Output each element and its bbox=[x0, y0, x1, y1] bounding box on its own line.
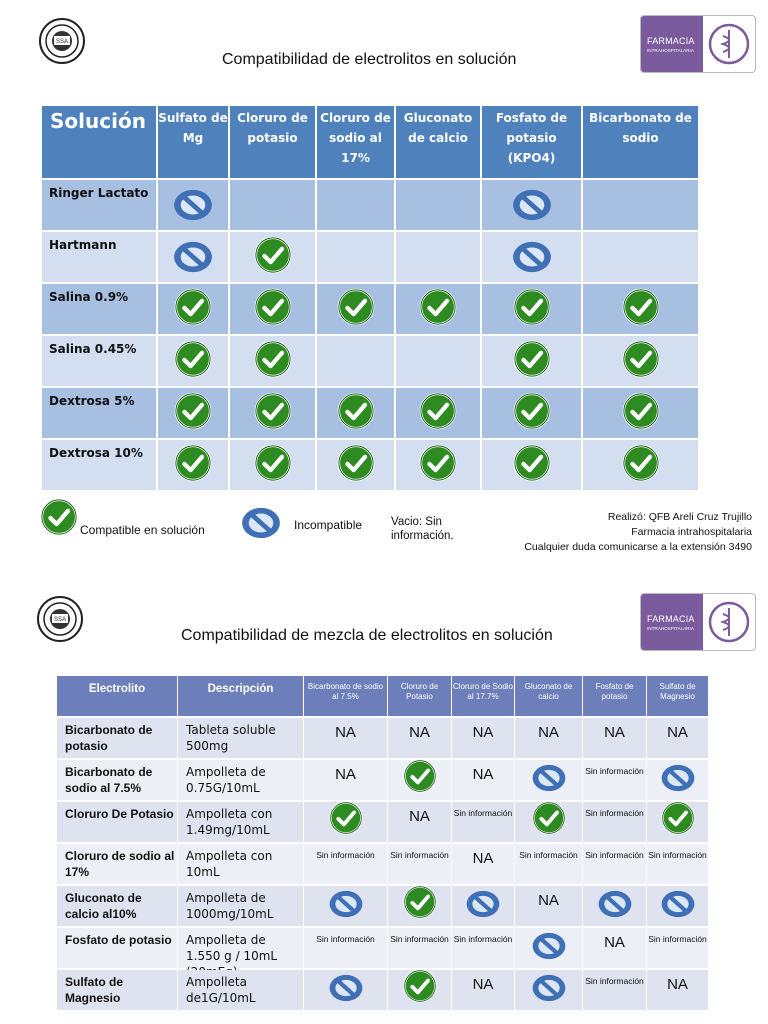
svg-text:SSA: SSA bbox=[53, 617, 67, 623]
description-text: Ampolleta con 1.49mg/10mL bbox=[178, 802, 304, 844]
pharmacy-logo-line1: FARMACIA bbox=[647, 613, 695, 624]
compatibility-cell bbox=[304, 928, 388, 970]
compatibility-cell bbox=[396, 388, 482, 440]
no-entry-icon bbox=[240, 506, 282, 543]
compatibility-cell bbox=[388, 760, 452, 802]
compatibility-cell bbox=[388, 928, 452, 970]
na-text: NA bbox=[409, 724, 430, 741]
compatibility-cell bbox=[583, 844, 647, 886]
no-entry-icon bbox=[531, 973, 567, 1008]
na-text: NA bbox=[409, 808, 430, 825]
electrolyte-label: Fosfato de potasio bbox=[57, 928, 178, 970]
compatibility-cell bbox=[647, 844, 709, 886]
solution-label: Hartmann bbox=[42, 232, 158, 284]
compatibility-cell bbox=[304, 886, 388, 928]
electrolyte-label: Sulfato de Magnesio bbox=[57, 970, 178, 1012]
description-text: Ampolleta de1G/10mL bbox=[178, 970, 304, 1012]
compatibility-cell bbox=[158, 232, 230, 284]
pharmacy-logo-line2: INTRAHOSPITALARIA bbox=[647, 625, 694, 631]
check-circle-icon bbox=[403, 969, 437, 1008]
compatibility-cell bbox=[230, 440, 317, 492]
compatibility-cell bbox=[482, 336, 583, 388]
check-circle-icon bbox=[403, 759, 437, 798]
no-entry-icon bbox=[660, 889, 696, 924]
credit-line: Cualquier duda comunicarse a la extensión 3490 bbox=[524, 541, 752, 553]
compatibility-cell bbox=[583, 718, 647, 760]
no-entry-icon bbox=[660, 763, 696, 798]
compatibility-cell bbox=[158, 388, 230, 440]
pharmacy-logo-line2: INTRAHOSPITALARIA bbox=[647, 47, 694, 53]
no-info-text: Sin información bbox=[316, 934, 375, 944]
column-header: Solución bbox=[42, 106, 158, 180]
column-header: Cloruro de Sodio al 17.7% bbox=[452, 676, 515, 718]
compatibility-cell bbox=[452, 718, 515, 760]
no-info-text: Sin información bbox=[390, 850, 449, 860]
compatibility-cell bbox=[482, 440, 583, 492]
compatibility-cell bbox=[304, 844, 388, 886]
compatibility-cell bbox=[304, 802, 388, 844]
compatibility-cell bbox=[452, 844, 515, 886]
na-text: NA bbox=[335, 766, 356, 783]
na-text: NA bbox=[472, 976, 494, 993]
compatibility-cell bbox=[647, 970, 709, 1012]
no-info-text: Sin información bbox=[316, 850, 375, 860]
electrolyte-label: Bicarbonato de sodio al 7.5% bbox=[57, 760, 178, 802]
table-header-row bbox=[42, 106, 700, 180]
na-text: NA bbox=[604, 724, 625, 741]
no-info-text: Sin información bbox=[453, 808, 513, 818]
check-circle-icon bbox=[513, 288, 551, 331]
compatibility-cell bbox=[647, 802, 709, 844]
compatibility-cell bbox=[515, 844, 583, 886]
description-text: Tableta soluble 500mg bbox=[178, 718, 304, 760]
na-text: NA bbox=[472, 724, 494, 741]
legend-empty-label: Vacio: Sin información. bbox=[391, 516, 454, 542]
legend-compatible-label: Compatible en solución bbox=[80, 523, 205, 537]
compatibility-cell bbox=[482, 180, 583, 232]
no-info-text: Sin información bbox=[585, 808, 644, 818]
check-circle-icon bbox=[329, 801, 363, 840]
column-header: Electrolito bbox=[57, 676, 178, 718]
na-text: NA bbox=[604, 934, 625, 951]
check-circle-icon bbox=[337, 444, 375, 487]
check-circle-icon bbox=[419, 392, 457, 435]
column-header: Cloruro de Potasio bbox=[388, 676, 452, 718]
electrolyte-label: Cloruro De Potasio bbox=[57, 802, 178, 844]
check-circle-icon bbox=[513, 392, 551, 435]
section1-title: Compatibilidad de electrolitos en solución bbox=[222, 51, 517, 68]
compatibility-cell bbox=[583, 336, 700, 388]
check-circle-icon bbox=[337, 288, 375, 331]
compatibility-cell bbox=[396, 284, 482, 336]
compatibility-cell bbox=[452, 760, 515, 802]
pharmacy-logo bbox=[640, 593, 756, 651]
pharmacy-logo-line1: FARMACIA bbox=[647, 35, 695, 46]
check-circle-icon bbox=[337, 392, 375, 435]
compatibility-cell bbox=[647, 718, 709, 760]
check-circle-icon bbox=[622, 340, 660, 383]
no-entry-icon bbox=[328, 973, 364, 1008]
electrolyte-label: Gluconato de calcio al10% bbox=[57, 886, 178, 928]
table-row bbox=[57, 886, 709, 928]
table-row bbox=[42, 232, 700, 284]
compatibility-cell bbox=[482, 232, 583, 284]
compatibility-cell bbox=[230, 284, 317, 336]
table-row bbox=[57, 928, 709, 970]
check-circle-icon bbox=[174, 340, 212, 383]
compatibility-cell bbox=[304, 970, 388, 1012]
column-header: Bicarbonato de sodio al 7.5% bbox=[304, 676, 388, 718]
table-row bbox=[42, 336, 700, 388]
compatibility-cell bbox=[317, 232, 396, 284]
column-header: Descripción bbox=[178, 676, 304, 718]
compatibility-cell bbox=[158, 284, 230, 336]
check-circle-icon bbox=[254, 392, 292, 435]
table-row bbox=[42, 284, 700, 336]
no-info-text: Sin información bbox=[585, 976, 644, 986]
no-entry-icon bbox=[511, 240, 553, 279]
compatibility-cell bbox=[583, 760, 647, 802]
table-row bbox=[42, 440, 700, 492]
column-header: Fosfato de potasio (KPO4) bbox=[482, 106, 583, 180]
na-text: NA bbox=[335, 724, 356, 741]
caduceus-icon bbox=[707, 600, 751, 644]
compatibility-cell bbox=[515, 802, 583, 844]
no-info-text: Sin información bbox=[453, 934, 513, 944]
na-text: NA bbox=[472, 766, 494, 783]
compatibility-cell bbox=[317, 388, 396, 440]
description-text: Ampolleta de 1000mg/10mL bbox=[178, 886, 304, 928]
no-info-text: Sin información bbox=[648, 934, 707, 944]
compatibility-cell bbox=[317, 336, 396, 388]
table-row bbox=[57, 718, 709, 760]
check-circle-icon bbox=[513, 340, 551, 383]
compatibility-cell bbox=[396, 180, 482, 232]
na-text: NA bbox=[667, 724, 688, 741]
table-row bbox=[42, 180, 700, 232]
hospital-seal-logo bbox=[12, 584, 102, 654]
compatibility-cell bbox=[583, 886, 647, 928]
compatibility-cell bbox=[583, 284, 700, 336]
compatibility-cell bbox=[230, 180, 317, 232]
solution-label: Dextrosa 10% bbox=[42, 440, 158, 492]
hospital-seal-logo bbox=[14, 6, 104, 76]
compatibility-cell bbox=[482, 284, 583, 336]
compatibility-cell bbox=[304, 760, 388, 802]
compatibility-cell bbox=[452, 970, 515, 1012]
compatibility-cell bbox=[158, 180, 230, 232]
na-text: NA bbox=[667, 976, 688, 993]
compatibility-cell bbox=[647, 760, 709, 802]
compatibility-cell bbox=[452, 886, 515, 928]
table-row bbox=[57, 760, 709, 802]
compatibility-cell bbox=[230, 232, 317, 284]
solution-label: Ringer Lactato bbox=[42, 180, 158, 232]
check-circle-icon bbox=[174, 444, 212, 487]
pharmacy-logo bbox=[640, 15, 756, 73]
compatibility-cell bbox=[304, 718, 388, 760]
compatibility-cell bbox=[388, 718, 452, 760]
table-row bbox=[57, 802, 709, 844]
no-entry-icon bbox=[531, 763, 567, 798]
description-text: Ampolleta de 0.75G/10mL bbox=[178, 760, 304, 802]
caduceus-icon bbox=[707, 22, 751, 66]
electrolyte-label: Bicarbonato de potasio bbox=[57, 718, 178, 760]
credit-line: Realizó: QFB Areli Cruz Trujillo bbox=[607, 511, 752, 523]
check-circle-icon bbox=[254, 340, 292, 383]
no-entry-icon bbox=[172, 240, 214, 279]
check-circle-icon bbox=[254, 444, 292, 487]
compatibility-cell bbox=[452, 928, 515, 970]
na-text: NA bbox=[538, 892, 559, 909]
compatibility-cell bbox=[583, 928, 647, 970]
check-circle-icon bbox=[622, 444, 660, 487]
compatibility-cell bbox=[388, 844, 452, 886]
column-header: Cloruro de sodio al 17% bbox=[317, 106, 396, 180]
no-entry-icon bbox=[328, 889, 364, 924]
table-row bbox=[57, 844, 709, 886]
compatibility-cell bbox=[583, 388, 700, 440]
compatibility-cell bbox=[452, 802, 515, 844]
solution-label: Salina 0.9% bbox=[42, 284, 158, 336]
column-header: Gluconato de calcio bbox=[396, 106, 482, 180]
no-info-text: Sin información bbox=[585, 766, 644, 776]
compatibility-cell bbox=[388, 886, 452, 928]
na-text: NA bbox=[472, 850, 494, 867]
compatibility-cell bbox=[317, 284, 396, 336]
compatibility-cell bbox=[515, 886, 583, 928]
legend-incompatible bbox=[240, 506, 362, 543]
check-circle-icon bbox=[419, 288, 457, 331]
description-text: Ampolleta con 10mL bbox=[178, 844, 304, 886]
no-info-text: Sin información bbox=[519, 850, 578, 860]
compatibility-cell bbox=[583, 180, 700, 232]
compatibility-cell bbox=[388, 802, 452, 844]
compatibility-cell bbox=[230, 336, 317, 388]
column-header: Sulfato de Mg bbox=[158, 106, 230, 180]
compatibility-cell bbox=[515, 928, 583, 970]
compatibility-cell bbox=[583, 802, 647, 844]
compatibility-cell bbox=[388, 970, 452, 1012]
compatibility-cell bbox=[647, 928, 709, 970]
no-entry-icon bbox=[465, 889, 501, 924]
legend-compatible bbox=[40, 498, 205, 539]
no-info-text: Sin información bbox=[390, 934, 449, 944]
check-circle-icon bbox=[532, 801, 566, 840]
check-circle-icon bbox=[254, 236, 292, 279]
electrolyte-label: Cloruro de sodio al 17% bbox=[57, 844, 178, 886]
compatibility-cell bbox=[317, 440, 396, 492]
no-info-text: Sin información bbox=[648, 850, 707, 860]
no-entry-icon bbox=[172, 188, 214, 227]
compatibility-cell bbox=[230, 388, 317, 440]
na-text: NA bbox=[538, 724, 559, 741]
compatibility-cell bbox=[647, 886, 709, 928]
no-entry-icon bbox=[597, 889, 633, 924]
solution-compatibility-table bbox=[42, 106, 700, 492]
check-circle-icon bbox=[174, 288, 212, 331]
check-circle-icon bbox=[622, 288, 660, 331]
no-entry-icon bbox=[511, 188, 553, 227]
check-circle-icon bbox=[513, 444, 551, 487]
compatibility-cell bbox=[583, 970, 647, 1012]
compatibility-cell bbox=[583, 232, 700, 284]
description-text: Ampolleta de 1.550 g / 10mL bbox=[178, 928, 304, 970]
table-header-row bbox=[57, 676, 709, 718]
check-circle-icon bbox=[174, 392, 212, 435]
column-header: Fosfato de potasio bbox=[583, 676, 647, 718]
no-info-text: Sin información bbox=[585, 850, 644, 860]
table-row bbox=[57, 970, 709, 1012]
compatibility-cell bbox=[158, 336, 230, 388]
check-circle-icon bbox=[622, 392, 660, 435]
check-circle-icon bbox=[254, 288, 292, 331]
column-header: Sulfato de Magnesio bbox=[647, 676, 709, 718]
electrolyte-mix-table bbox=[57, 676, 709, 1012]
column-header: Cloruro de potasio bbox=[230, 106, 317, 180]
check-circle-icon bbox=[661, 801, 695, 840]
solution-label: Salina 0.45% bbox=[42, 336, 158, 388]
compatibility-cell bbox=[396, 336, 482, 388]
no-entry-icon bbox=[531, 931, 567, 966]
svg-text:SSA: SSA bbox=[55, 39, 69, 45]
compatibility-cell bbox=[515, 970, 583, 1012]
check-circle-icon bbox=[403, 885, 437, 924]
table-row bbox=[42, 388, 700, 440]
compatibility-cell bbox=[396, 232, 482, 284]
compatibility-cell bbox=[515, 760, 583, 802]
compatibility-cell bbox=[158, 440, 230, 492]
legend-incompatible-label: Incompatible bbox=[294, 517, 363, 532]
check-circle-icon bbox=[40, 498, 78, 539]
compatibility-cell bbox=[396, 440, 482, 492]
compatibility-cell bbox=[317, 180, 396, 232]
column-header: Bicarbonato de sodio bbox=[583, 106, 700, 180]
solution-label: Dextrosa 5% bbox=[42, 388, 158, 440]
compatibility-cell bbox=[583, 440, 700, 492]
credit-block bbox=[500, 510, 752, 555]
compatibility-cell bbox=[482, 388, 583, 440]
check-circle-icon bbox=[419, 444, 457, 487]
credit-line: Farmacia intrahospitalaria bbox=[631, 526, 752, 538]
compatibility-cell bbox=[515, 718, 583, 760]
column-header: Gluconato de calcio bbox=[515, 676, 583, 718]
section2-title: Compatibilidad de mezcla de electrolitos en solución bbox=[181, 627, 553, 644]
